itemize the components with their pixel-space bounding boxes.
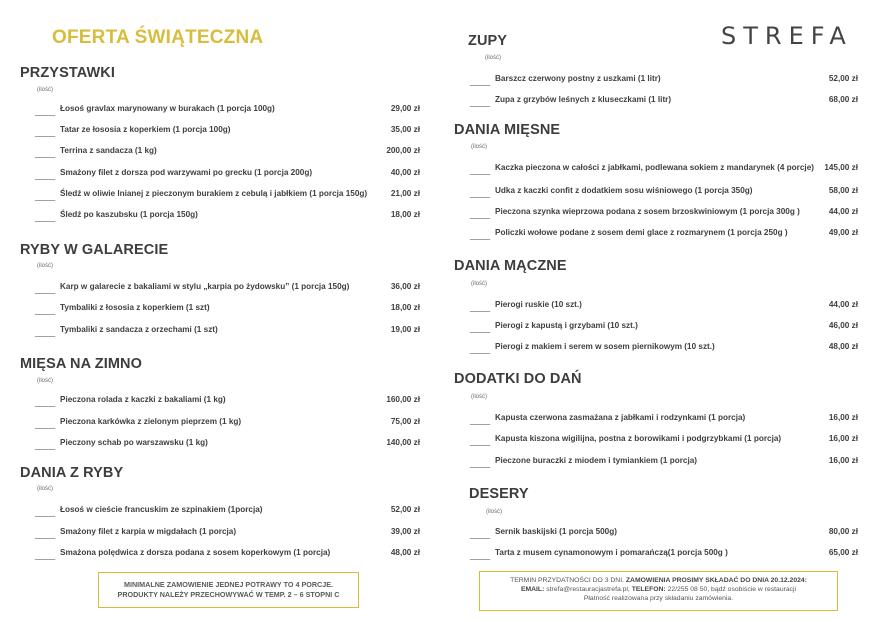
footer-line-1: TERMIN PRZYDATNOŚCI DO 3 DNI. ZAMOWIENIA PROSIMY SKŁADAĆ DO DNIA 20.12.2024: [510, 577, 807, 584]
menu-item-name: Śledź po kaszubsku (1 porcja 150g) [60, 210, 198, 219]
quantity-blank[interactable]: _____ [35, 508, 55, 517]
quantity-label: (ilość) [485, 55, 501, 61]
menu-item-price: 16,00 zł [828, 434, 858, 443]
menu-item-row [35, 303, 420, 317]
menu-item-row [35, 168, 420, 182]
quantity-blank[interactable]: _____ [35, 420, 55, 429]
section-title: MIĘSA NA ZIMNO [20, 356, 142, 372]
quantity-blank[interactable]: _____ [470, 166, 490, 175]
quantity-blank[interactable]: _____ [470, 437, 490, 446]
quantity-blank[interactable]: _____ [35, 328, 55, 337]
section-title: DANIA MĄCZNE [454, 258, 567, 274]
menu-item-name: Udka z kaczki confit z dodatkiem sosu wiśniowego (1 porcja 350g) [495, 186, 753, 195]
menu-item-row [35, 282, 420, 296]
menu-item-name: Śledź w oliwie lnianej z pieczonym burakiem z cebulą i jabłkiem (1 porcja 150g) [60, 189, 368, 198]
menu-item-row [470, 300, 858, 314]
quantity-blank[interactable]: _____ [470, 210, 490, 219]
menu-item-name: Kapusta czerwona zasmażana z jabłkami i rodzynkami (1 porcja) [495, 413, 746, 422]
quantity-blank[interactable]: _____ [470, 231, 490, 240]
menu-item-name: Pieczone buraczki z miodem i tymiankiem (1 porcja) [495, 456, 698, 465]
ordering-info-box [479, 571, 838, 611]
menu-item-row [470, 163, 858, 177]
quantity-label: (ilość) [37, 486, 53, 492]
menu-item-price: 35,00 zł [390, 125, 420, 134]
menu-item-name: Pieczona rolada z kaczki z bakaliami (1 kg) [60, 395, 226, 404]
quantity-blank[interactable]: _____ [470, 530, 490, 539]
menu-item-price: 18,00 zł [390, 210, 420, 219]
note-line-1: MINIMALNE ZAMOWIENIE JEDNEJ POTRAWY TO 4 PORCJE. [124, 580, 333, 589]
menu-item-price: 52,00 zł [390, 505, 420, 514]
menu-item-row [35, 505, 420, 519]
menu-item-name: Kaczka pieczona w całości z jabłkami, podlewana sokiem z mandarynek (4 porcje) [495, 163, 814, 172]
section-title: DANIA Z RYBY [20, 465, 124, 481]
menu-item-row [35, 146, 420, 160]
quantity-blank[interactable]: _____ [35, 171, 55, 180]
menu-item-name: Łosoś gravlax marynowany w burakach (1 porcja 100g) [60, 104, 275, 113]
quantity-label: (ilość) [486, 509, 502, 515]
footer-line-3: Płatność realizowana przy składaniu zamówienia. [583, 595, 734, 602]
menu-item-price: 80,00 zł [828, 527, 858, 536]
quantity-blank[interactable]: _____ [470, 303, 490, 312]
quantity-label: (ilość) [37, 87, 53, 93]
menu-item-name: Smażony filet z dorsza pod warzywami po grecku (1 porcja 200g) [60, 168, 313, 177]
menu-item-price: 58,00 zł [828, 186, 858, 195]
menu-item-price: 39,00 zł [390, 527, 420, 536]
menu-item-row [35, 125, 420, 139]
section-title: ZUPY [468, 33, 508, 49]
menu-item-row [35, 189, 420, 203]
menu-item-row [35, 527, 420, 541]
menu-item-name: Zupa z grzybów leśnych z kluseczkami (1 litr) [495, 95, 672, 104]
menu-item-row [470, 456, 858, 470]
quantity-blank[interactable]: _____ [470, 345, 490, 354]
email-link[interactable]: strefa@restauracjastrefa.pl, [546, 586, 632, 593]
quantity-blank[interactable]: _____ [470, 324, 490, 333]
menu-item-price: 36,00 zł [390, 282, 420, 291]
minimum-order-note [98, 572, 359, 608]
menu-item-price: 48,00 zł [828, 342, 858, 351]
menu-item-price: 29,00 zł [390, 104, 420, 113]
menu-item-price: 68,00 zł [828, 95, 858, 104]
menu-item-row [470, 207, 858, 221]
menu-item-price: 200,00 zł [386, 146, 420, 155]
quantity-blank[interactable]: _____ [35, 398, 55, 407]
brand-logo: STREFA [721, 22, 853, 50]
quantity-blank[interactable]: _____ [35, 441, 55, 450]
quantity-blank[interactable]: _____ [470, 98, 490, 107]
menu-item-name: Karp w galarecie z bakaliami w stylu „karpia po żydowsku” (1 porcja 150g) [60, 282, 350, 291]
menu-item-name: Tymbaliki z łososia z koperkiem (1 szt) [60, 303, 210, 312]
menu-item-price: 21,00 zł [390, 189, 420, 198]
menu-item-name: Łosoś w cieście francuskim ze szpinakiem (1porcja) [60, 505, 263, 514]
menu-item-name: Pieczony schab po warszawsku (1 kg) [60, 438, 208, 447]
menu-item-name: Smażona polędwica z dorsza podana z sosem koperkowym (1 porcja) [60, 548, 331, 557]
menu-item-price: 145,00 zł [824, 163, 858, 172]
menu-item-row [470, 434, 858, 448]
section-title: DODATKI DO DAŃ [454, 371, 582, 387]
quantity-blank[interactable]: _____ [35, 306, 55, 315]
quantity-blank[interactable]: _____ [470, 416, 490, 425]
quantity-blank[interactable]: _____ [35, 530, 55, 539]
menu-item-row [470, 548, 858, 562]
menu-item-price: 48,00 zł [390, 548, 420, 557]
menu-item-price: 40,00 zł [390, 168, 420, 177]
menu-item-row [470, 527, 858, 541]
menu-item-name: Sernik baskijski (1 porcja 500g) [495, 527, 617, 536]
note-line-2: PRODUKTY NALEŻY PRZECHOWYWAĆ W TEMP. 2 – 6 STOPNI C [117, 590, 340, 599]
menu-item-name: Pierogi ruskie (10 szt.) [495, 300, 582, 309]
quantity-label: (ilość) [37, 263, 53, 269]
menu-item-name: Pieczona szynka wieprzowa podana z sosem brzoskwiniowym (1 porcja 300g ) [495, 207, 800, 216]
menu-item-price: 18,00 zł [390, 303, 420, 312]
menu-item-name: Pierogi z kapustą i grzybami (10 szt.) [495, 321, 638, 330]
menu-item-row [35, 548, 420, 562]
menu-item-price: 160,00 zł [386, 395, 420, 404]
menu-item-row [470, 74, 858, 88]
menu-item-row [35, 438, 420, 452]
menu-item-row [35, 325, 420, 339]
menu-item-name: Kapusta kiszona wigilijna, postna z borowikami i podgrzybkami (1 porcja) [495, 434, 782, 443]
menu-item-row [35, 210, 420, 224]
menu-item-name: Pieczona karkówka z zielonym pieprzem (1 kg) [60, 417, 242, 426]
quantity-label: (ilość) [471, 394, 487, 400]
menu-item-price: 65,00 zł [828, 548, 858, 557]
menu-item-price: 49,00 zł [828, 228, 858, 237]
quantity-blank[interactable]: _____ [470, 77, 490, 86]
menu-item-price: 46,00 zł [828, 321, 858, 330]
quantity-blank[interactable]: _____ [35, 149, 55, 158]
quantity-blank[interactable]: _____ [35, 551, 55, 560]
menu-item-price: 16,00 zł [828, 413, 858, 422]
offer-title: OFERTA ŚWIĄTECZNA [52, 27, 264, 48]
footer-line-2: EMAIL: strefa@restauracjastrefa.pl, TELEFON: 22/255 08 50, bądź osobiście w restauracji [520, 586, 797, 593]
menu-item-name: Terrina z sandacza (1 kg) [60, 146, 157, 155]
section-title: PRZYSTAWKI [20, 65, 115, 81]
menu-item-name: Smażony filet z karpia w migdałach (1 porcja) [60, 527, 237, 536]
menu-item-row [35, 395, 420, 409]
menu-item-row [470, 95, 858, 109]
phone-number: 22/255 08 50, bądź osobiście w restauracji [667, 586, 797, 593]
quantity-label: (ilość) [471, 281, 487, 287]
menu-item-name: Tatar ze łososia z koperkiem (1 porcja 100g) [60, 125, 231, 134]
menu-item-price: 52,00 zł [828, 74, 858, 83]
menu-item-name: Tymbaliki z sandacza z orzechami (1 szt) [60, 325, 218, 334]
quantity-label: (ilość) [37, 378, 53, 384]
menu-item-row [35, 417, 420, 431]
menu-item-name: Tarta z musem cynamonowym i pomarańczą(1 porcja 500g ) [495, 548, 728, 557]
menu-item-price: 75,00 zł [390, 417, 420, 426]
quantity-blank[interactable]: _____ [35, 128, 55, 137]
quantity-blank[interactable]: _____ [35, 285, 55, 294]
quantity-blank[interactable]: _____ [470, 459, 490, 468]
menu-item-price: 44,00 zł [828, 207, 858, 216]
quantity-blank[interactable]: _____ [470, 189, 490, 198]
quantity-blank[interactable]: _____ [35, 213, 55, 222]
quantity-label: (ilość) [471, 144, 487, 150]
quantity-blank[interactable]: _____ [35, 107, 55, 116]
menu-item-price: 140,00 zł [386, 438, 420, 447]
menu-item-price: 16,00 zł [828, 456, 858, 465]
menu-item-row [470, 342, 858, 356]
menu-item-row [470, 186, 858, 200]
menu-item-row [470, 228, 858, 242]
menu-item-row [470, 321, 858, 335]
section-title: DANIA MIĘSNE [454, 122, 561, 138]
section-title: RYBY W GALARECIE [20, 242, 169, 258]
menu-item-row [470, 413, 858, 427]
menu-item-name: Policzki wołowe podane z sosem demi glace z rozmarynem (1 porcja 250g ) [495, 228, 788, 237]
menu-item-row [35, 104, 420, 118]
menu-item-price: 19,00 zł [390, 325, 420, 334]
menu-item-name: Barszcz czerwony postny z uszkami (1 litr) [495, 74, 661, 83]
menu-item-price: 44,00 zł [828, 300, 858, 309]
menu-item-name: Pierogi z makiem i serem w sosem piernikowym (10 szt.) [495, 342, 715, 351]
quantity-blank[interactable]: _____ [470, 551, 490, 560]
section-title: DESERY [469, 486, 529, 502]
quantity-blank[interactable]: _____ [35, 192, 55, 201]
